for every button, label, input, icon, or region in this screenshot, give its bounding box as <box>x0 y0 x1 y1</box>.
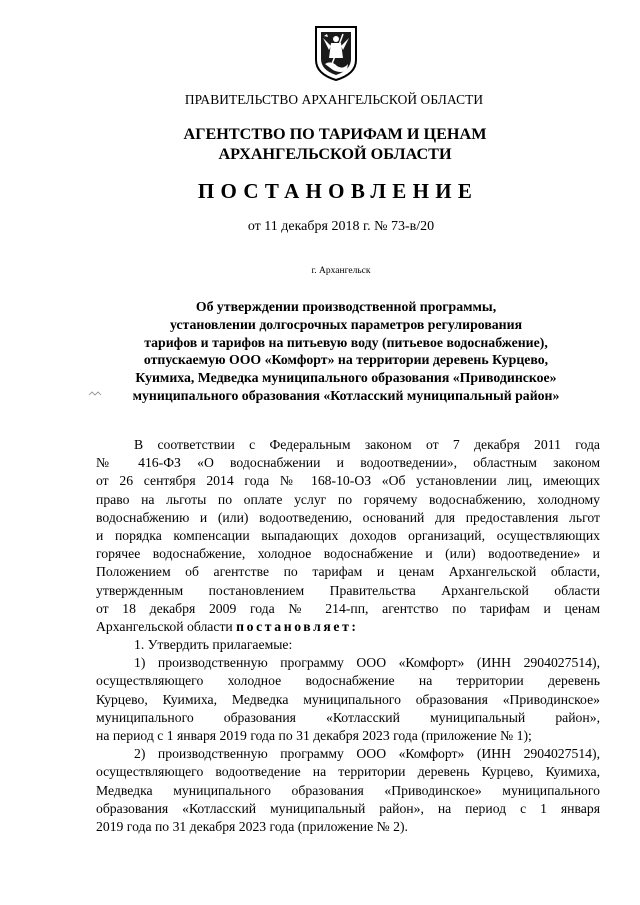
agency-name-line-1: АГЕНТСТВО ПО ТАРИФАМ И ЦЕНАМ <box>183 125 487 143</box>
margin-mark-icon <box>88 389 102 399</box>
agency-name-line-2: АРХАНГЕЛЬСКОЙ ОБЛАСТИ <box>218 145 452 163</box>
item-1-2-line: 2019 года по 31 декабря 2023 года (приложение № 2). <box>96 818 408 834</box>
item-1-1-line: Курцево, Куимиха, Медведка муниципального образования «Приводинское» <box>96 691 600 707</box>
item-1-2-line: Медведка муниципального образования «Приводинское» муниципального <box>96 782 600 798</box>
coat-of-arms-icon <box>313 24 359 82</box>
government-name: ПРАВИТЕЛЬСТВО АРХАНГЕЛЬСКОЙ ОБЛАСТИ <box>184 92 484 107</box>
subject-line: Об утверждении производственной программы, <box>195 299 497 314</box>
subject-line: тарифов и тарифов на питьевую воду (питьевое водоснабжение), <box>144 334 548 350</box>
subject-line: Куимиха, Медведка муниципального образования «Приводинское» <box>135 370 557 386</box>
document-subject <box>96 298 596 405</box>
preamble-line: от 18 декабря 2009 года № 214-пп, агентство по тарифам и ценам <box>96 600 600 616</box>
item-1-1-line: осуществляющего холодное водоснабжение на территории деревень <box>96 673 600 689</box>
preamble-line: и порядка компенсации выпадающих доходов организаций, осуществляющих <box>96 527 600 543</box>
preamble-line: водоснабжению и (или) водоотведению, оснований для предоставления льгот <box>96 509 600 525</box>
preamble-line: горячее водоснабжение, холодное водоснабжение и (или) водоотведение» и <box>96 546 600 562</box>
subject-line: муниципального образования «Котласский муниципальный район» <box>132 387 560 403</box>
item-1-2-line: образования «Котласский муниципальный район», на период с 1 января <box>96 800 600 816</box>
document-type-title: ПОСТАНОВЛЕНИЕ <box>197 179 479 203</box>
item-1-2-line: 2) производственную программу ООО «Комфорт» (ИНН 2904027514), <box>134 746 600 762</box>
document-date-number: от 11 декабря 2018 г. № 73-в/20 <box>247 219 435 234</box>
decree-word: постановляет: <box>236 618 359 634</box>
item-1-1-line: муниципального образования «Котласский муниципальный район», <box>96 709 600 725</box>
preamble-line: № 416-ФЗ «О водоснабжении и водоотведении», областным законом <box>96 455 600 471</box>
item-1-1-line: 1) производственную программу ООО «Комфорт» (ИНН 2904027514), <box>134 655 600 671</box>
item-1-heading: 1. Утвердить прилагаемые: <box>134 637 293 653</box>
preamble-line: Положением об агентстве по тарифам и ценам Архангельской области, <box>96 564 600 580</box>
preamble-final-line <box>96 618 600 636</box>
item-1-1-line: на период с 1 января 2019 года по 31 декабря 2023 года (приложение № 1); <box>96 728 532 743</box>
agency-name <box>0 124 640 164</box>
document-city: г. Архангельск <box>311 266 371 276</box>
preamble-line: утвержденным постановлением Правительства Архангельской области <box>96 582 600 598</box>
subject-line: отпускаемую ООО «Комфорт» на территории деревень Курцево, <box>143 352 549 368</box>
document-body <box>96 436 600 836</box>
item-1-2-line: осуществляющего водоотведение на территории деревень Курцево, Куимиха, <box>96 764 600 780</box>
preamble-line: В соответствии с Федеральным законом от 7 декабря 2011 года <box>134 437 600 452</box>
preamble-line: право на льготы по оплате услуг по горячему водоснабжению, холодному <box>96 491 600 507</box>
preamble-line: от 26 сентября 2014 года № 168-10-ОЗ «Об установлении лиц, имеющих <box>96 473 600 489</box>
subject-line: установлении долгосрочных параметров регулирования <box>169 316 523 332</box>
preamble-tail: Архангельской области <box>96 618 233 634</box>
